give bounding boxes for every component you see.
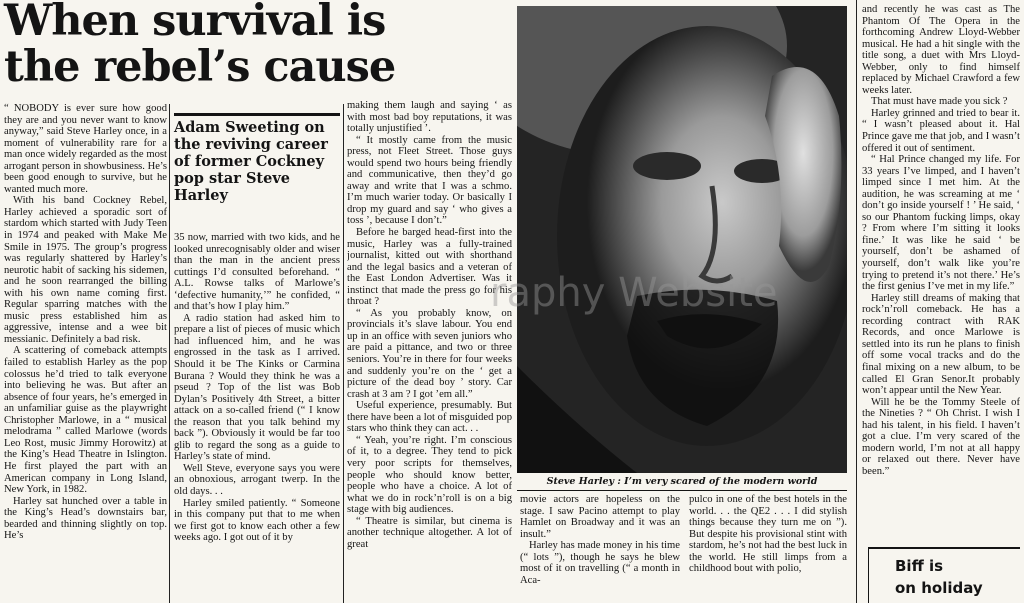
paragraph: Harley smiled patiently. “ Someone in this company put that to me when we first got to know each other a few weeks ago. I got out of it by	[174, 497, 340, 544]
paragraph: pulco in one of the best hotels in the world. . . the QE2 . . . I did stylish things because they turn me on ”). But despite his provisional stint with stardom, he’s not had the best luck in the world. He still limps from a childhood bout with polio,	[689, 494, 847, 575]
column-divider	[856, 0, 857, 603]
paragraph: Harley has made money in his time (“ lots ”), though he says he blew most of it on travelling (“ a month in Aca-	[520, 540, 680, 586]
article-column-4	[520, 494, 680, 603]
article-column-1	[4, 103, 167, 603]
paragraph: Well Steve, everyone says you were an obnoxious, arrogant twerp. In the old days. . .	[174, 462, 340, 498]
portrait-photo	[517, 6, 847, 473]
paragraph: “ As you probably know, on provincials it’s slave labour. You end up in an office with seven juniors who are paid a pittance, and two or three seniors. You’re in there for four weeks and suddenly you’re on the ‘ get a picture of the dead boy ’ story. Car crash at 3 am ? I got ’em all.”	[347, 307, 512, 400]
headline-line-2: the rebel’s cause	[4, 42, 396, 92]
paragraph: “ Theatre is similar, but cinema is another technique altogether. A lot of great	[347, 515, 512, 550]
paragraph: A radio station had asked him to prepare a list of pieces of music which had influenced him, and he was engrossed in the task as I arrived. Should it be The Kinks or Carmina Burana ? Would they think he was a pseud ? Top of the list was Bob Dylan’s Positively 4th Street, a bitter attack on a so-called friend (“ I know the reason that you talk behind my back ”). Obviously it would be far too glib to regard the song as a guide to Harley’s state of mind.	[174, 312, 340, 463]
biff-line-1: Biff is	[895, 557, 944, 575]
article-column-3	[347, 100, 512, 603]
biff-line-2: on holiday	[895, 579, 983, 597]
paragraph: Harley grinned and tried to bear it. “ I wasn’t pleased about it. Hal Prince gave me that job, and I wasn’t offered it out of sentiment.	[862, 107, 1020, 154]
standfirst: Adam Sweeting on the reviving career of former Cockney pop star Steve Harley	[174, 113, 340, 204]
headline	[4, 0, 516, 90]
paragraph: Will he be the Tommy Steele of the Nineties ? “ Oh Christ. I wish I had his talent, in his field. I haven’t got a clue. I’m very scared of the modern world, I’m not at all happy or relaxed out there. Never have been.”	[862, 396, 1020, 477]
paragraph: and recently he was cast as The Phantom Of The Opera in the forthcoming Andrew Lloyd-Webber musical. He had a hit single with the title song, a duet with Mrs Lloyd-Webber, only to find himself replaced by Michael Crawford a few weeks later.	[862, 4, 1020, 96]
paragraph: making them laugh and saying ‘ as with most bad boy reputations, it was totally unjustified ’.	[347, 100, 512, 135]
biff-box	[868, 547, 1020, 603]
headline-line-1: When survival is	[4, 0, 386, 46]
paragraph: Harley still dreams of making that rock’n’roll comeback. He has a recording contract with RAK Records, and once Marlowe is settled into its run he plans to finish off some vocal tracks and do the final mixing on a new album, to be called El Gran Senor.It probably won’t appear until the New Year.	[862, 292, 1020, 397]
column-divider	[169, 104, 170, 603]
paragraph: Useful experience, presumably. But there have been a lot of misguided pop stars who think they can act. . .	[347, 400, 512, 435]
article-column-6	[862, 4, 1020, 544]
paragraph: That must have made you sick ?	[871, 96, 1008, 108]
paragraph: 35 now, married with two kids, and he looked unrecognisably older and wiser than the man in the ancient press cuttings I’d consulted beforehand. “ A.L. Rowse talks of Marlowe’s ‘defective humanity,’” he confided, “ and that’s how I play him.”	[174, 232, 340, 313]
paragraph: Before he barged head-first into the music, Harley was a fully-trained journalist, kitted out with shorthand and the legal basics and a veteran of the East London Advertiser. Was it instinct that made the press go for his throat ?	[347, 227, 512, 308]
article-column-2	[174, 232, 340, 603]
photo-caption: Steve Harley : I’m very scared of the modern world	[517, 474, 847, 491]
column-divider	[343, 104, 344, 603]
paragraph: With his band Cockney Rebel, Harley achieved a sporadic sort of stardom which started with Judy Teen in 1974 and peaked with Make Me Smile in 1975. The group’s progress was regularly shattered by Harley’s neurotic habit of sacking his sidemen, and he soon rearranged the billing with his own name coming first. Regular sparring matches with the music press established him as aggressive, intense and a wee bit messianic. Definitely a bad risk.	[4, 195, 167, 345]
paragraph: “ NOBODY is ever sure how good they are and you never want to know anyway,” said Steve Harley once, in a moment of vulnerability rare for a man once widely regarded as the most arrogant person in showbusiness. He’s been good enough to survive, but he wanted much more.	[4, 103, 167, 195]
watermark-text: raphy Website	[490, 270, 778, 316]
paragraph: movie actors are hopeless on the stage. I saw Pacino attempt to play Hamlet on Broadway and it was an insult.”	[520, 494, 680, 540]
paragraph: “ Hal Prince changed my life. For 33 years I’ve limped, and I haven’t limped since I met him. At the audition, he was screaming at me ‘ don’t go inside yourself ! ’ He said, ‘ so our Phantom fucking limps, okay ? From where I’m sitting it looks fine.’ It was like he said ‘ be yourself, don’t be ashamed of yourself, don’t walk like you’re trying to pretend it’s not there.’ He’s the first genius I’ve met in my life.”	[862, 154, 1020, 293]
portrait-illustration	[517, 6, 847, 473]
paragraph: “ It mostly came from the music press, not Fleet Street. Those guys would spend two hours being friendly and communicative, then they’d go away and write that I was a schmo. I’m much warier today. Or basically I drop my guard and say ‘ who gives a toss ’, because I don’t.”	[347, 134, 512, 227]
article-column-5	[689, 494, 847, 603]
paragraph: Harley sat hunched over a table in the King’s Head’s downstairs bar, bearded and thinning slightly on top. He’s	[4, 495, 167, 542]
paragraph: “ Yeah, you’re right. I’m conscious of it, to a degree. They tend to pick very poor scripts for themselves, people who should know better, people who have a choice. A lot of what we do in rock’n’roll is on a big stage with big audiences.	[347, 434, 512, 516]
paragraph: A scattering of comeback attempts failed to establish Harley as the pop colossus he’d tried to talk everyone into believing he was. But after an absence of four years, he’s emerged in an unfamiliar guise as the playwright Christopher Marlowe, in a “ musical melodrama ” called Marlowe (words Leo Rost, music Jimmy Horowitz) at the King’s Head Theatre in Islington. He first played the part with an American company in Long Island, New York, in 1982.	[4, 345, 167, 496]
